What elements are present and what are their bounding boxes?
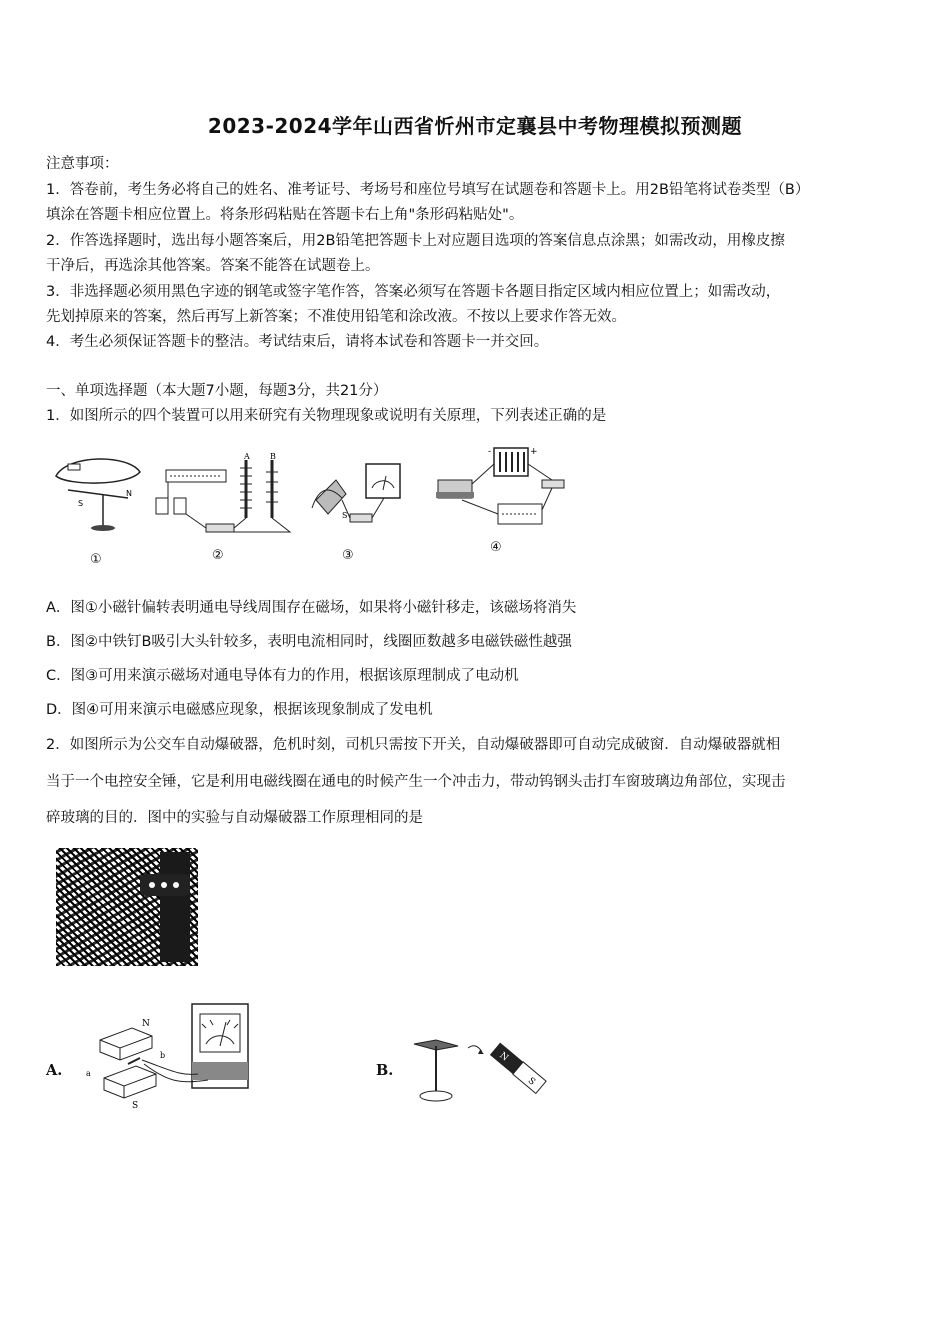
option-b-magnet-needle-figure xyxy=(408,1030,568,1110)
pole-n-label: N xyxy=(142,1019,150,1029)
option-a-galvanometer-figure xyxy=(80,1000,280,1110)
nail-b-label: B xyxy=(270,452,276,461)
figure-4-motor-circuit xyxy=(432,444,572,534)
question-1-option-d: D．图④可用来演示电磁感应现象，根据该现象制成了发电机 xyxy=(46,702,433,718)
page-title: 2023-2024学年山西省忻州市定襄县中考物理模拟预测题 xyxy=(207,114,743,138)
notice-line: 2．作答选择题时，选出每小题答案后，用2B铅笔把答题卡上对应题目选项的答案信息点涂黑；如需改动，用橡皮擦 xyxy=(46,233,785,249)
notice-heading: 注意事项： xyxy=(46,156,119,172)
battery-plus-label: + xyxy=(530,447,538,457)
figure-label-4: ④ xyxy=(490,540,502,555)
figure-label-3: ③ xyxy=(342,548,354,563)
question-1-option-c: C．图③可用来演示磁场对通电导体有力的作用，根据该原理制成了电动机 xyxy=(46,668,519,684)
breaker-photo-overlay xyxy=(130,852,200,962)
pole-s-label: S xyxy=(342,511,348,520)
figure-3-galvanometer xyxy=(306,460,406,540)
notice-line: 3．非选择题必须用黑色字迹的钢笔或签字笔作答，答案必须写在答题卡各题目指定区域内相应位置上；如需改动， xyxy=(46,284,781,300)
question-2-option-a-label: A. xyxy=(46,1062,63,1079)
battery-minus-label: - xyxy=(488,447,492,457)
figure-label-2: ② xyxy=(212,548,224,563)
notice-line: 1．答卷前，考生务必将自己的姓名、准考证号、考场号和座位号填写在试题卷和答题卡上。用2B铅笔将试卷类型（B） xyxy=(46,182,810,198)
notice-line: 填涂在答题卡相应位置上。将条形码粘贴在答题卡右上角"条形码粘贴处"。 xyxy=(46,207,524,223)
section-heading: 一、单项选择题（本大题7小题，每题3分，共21分） xyxy=(46,383,388,399)
question-1-option-a: A．图①小磁针偏转表明通电导线周围存在磁场，如果将小磁针移走，该磁场将消失 xyxy=(46,600,577,616)
figure-2-electromagnets xyxy=(150,452,300,542)
notice-line: 4．考生必须保证答题卡的整洁。考试结束后，请将本试卷和答题卡一并交回。 xyxy=(46,334,549,350)
notice-line: 干净后，再选涂其他答案。答案不能答在试题卷上。 xyxy=(46,258,380,274)
nail-a-label: A xyxy=(244,452,250,461)
pole-n-label: N xyxy=(497,1050,510,1064)
wire-b-label: b xyxy=(160,1051,166,1060)
question-2-stem: 当于一个电控安全锤，它是利用电磁线圈在通电的时候产生一个冲击力，带动钨钢头击打车窗玻璃边角部位，实现击 xyxy=(46,774,786,790)
pole-s-label: S xyxy=(525,1075,537,1088)
question-2-stem: 碎玻璃的目的．图中的实验与自动爆破器工作原理相同的是 xyxy=(46,810,423,826)
figure-label-1: ① xyxy=(90,552,102,567)
question-2-option-b-label: B. xyxy=(376,1062,394,1079)
pole-s-label: S xyxy=(78,499,84,508)
wire-a-label: a xyxy=(86,1069,91,1078)
question-1-option-b: B．图②中铁钉B吸引大头针较多，表明电流相同时，线圈匝数越多电磁铁磁性越强 xyxy=(46,634,572,650)
pole-n-label: N xyxy=(126,489,132,498)
question-2-stem: 2．如图所示为公交车自动爆破器，危机时刻，司机只需按下开关，自动爆破器即可自动完成破窗．自动爆破器就相 xyxy=(46,737,781,753)
notice-line: 先划掉原来的答案，然后再写上新答案；不准使用铅笔和涂改液。不按以上要求作答无效。 xyxy=(46,309,626,325)
figure-1-compass-wire xyxy=(48,446,148,542)
question-1-stem: 1．如图所示的四个装置可以用来研究有关物理现象或说明有关原理，下列表述正确的是 xyxy=(46,408,607,424)
pole-s-label: S xyxy=(132,1101,139,1110)
